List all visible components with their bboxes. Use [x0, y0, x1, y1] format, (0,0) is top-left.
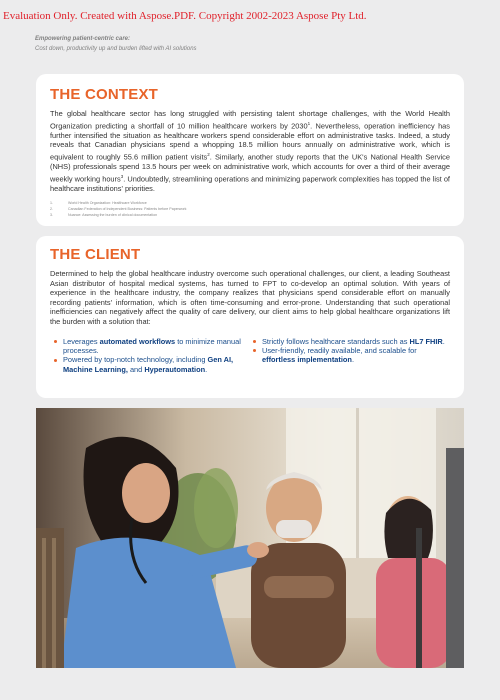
context-title: THE CONTEXT	[50, 86, 159, 103]
context-card	[36, 74, 464, 226]
footnote-text: World Health Organization: Healthcare Workforce	[68, 201, 147, 206]
footnotes	[50, 200, 450, 218]
bullet-item	[253, 346, 450, 365]
bullet-text: Powered by top-notch technology, including	[63, 355, 208, 365]
footnote-number: 1.	[50, 201, 53, 206]
bullet-bold: effortless implementation	[262, 355, 352, 365]
context-text-1: The global healthcare sector has long struggled with persisting talent shortage challenges, with the World Health Organization predicting a shortfall of 10 million healthcare workers by 2030	[50, 109, 450, 131]
photo-illustration	[36, 408, 464, 668]
footnote-text: Nuance: Assessing the burden of clinical documentation	[68, 213, 158, 218]
client-card	[36, 236, 464, 398]
bullet-text: and	[127, 364, 145, 374]
bullet-text: Strictly follows healthcare standards such as	[262, 336, 410, 346]
bullet-column-left	[50, 337, 251, 375]
context-text-4: . Undoubtedly, streamlining operations and minimizing paperwork complexities has topped the list of healthcare institutions' priorities.	[50, 173, 450, 193]
bullet-text: .	[442, 336, 445, 346]
header-tagline: Empowering patient-centric care:	[35, 36, 131, 42]
bullet-bold: Hyperautomation	[144, 364, 206, 374]
footnote-text: Canadian Federation of Independent Business: Patients before Paperwork	[68, 207, 187, 212]
footnote-number: 3.	[50, 213, 53, 218]
client-bullets	[50, 337, 450, 375]
client-title: THE CLIENT	[50, 246, 141, 263]
footnote-ref-2: 2	[207, 151, 210, 157]
watermark: Evaluation Only. Created with Aspose.PDF. Copyright 2002-2023 Aspose Pty Ltd.	[3, 10, 367, 22]
bullet-item	[54, 337, 251, 356]
bullet-bold: HL7 FHIR	[409, 336, 443, 346]
bullet-bold: automated workflows	[99, 336, 176, 346]
context-text-3: . Similarly, another study reports that the UK's National Health Service (NHS) professionals spend 13.5 hours per week on administrative work, which accounts for over a third of their average weekly working hours	[50, 152, 450, 183]
bullet-text: to minimize manual processes.	[63, 336, 241, 355]
footnote-number: 2.	[50, 207, 53, 212]
context-text-2: . Nevertheless, operation inefficiency has further intensified the situation as healthcare workers spend considerable effort on administrative tasks. Indeed, a study reveals that Canadian physicians spend a whopping 18.5 million hours annually on administrative work, which is equivalent to roughly 55.6 million patient visits	[50, 121, 450, 162]
bullet-column-right	[251, 337, 450, 375]
bullet-text: User-friendly, readily available, and scalable for	[262, 345, 417, 355]
header-subtitle: Cost down, productivity up and burden lifted with AI solutions	[35, 46, 197, 52]
context-paragraph	[50, 109, 450, 193]
client-paragraph: Determined to help the global healthcare industry overcome such operational challenges, our client, a leading Southeast Asian distributor of hospital medical systems, has turned to FPT to co-develop an optimal solution. With years of experience in the healthcare industry, the company realizes that physicians spend considerable effort on manually recording patients' information, which is often time-consuming and error-prone. Understanding that such operational inefficiencies can negatively affect the quality of care delivery, our client aims to help global healthcare organizations lift the burden with a solution that:	[50, 269, 450, 326]
bullet-item	[253, 337, 450, 346]
bullet-item	[54, 355, 251, 374]
bullet-text: Leverages	[63, 336, 100, 346]
footnote	[50, 212, 450, 218]
footnote-ref-3: 3	[120, 173, 124, 179]
bullet-bold: Gen AI, Machine Learning,	[63, 355, 234, 374]
footnote-ref-1: 1	[307, 120, 311, 126]
bullet-text: .	[205, 364, 208, 374]
bullet-text: .	[351, 355, 354, 365]
healthcare-photo	[36, 408, 464, 668]
document-header	[35, 34, 197, 54]
